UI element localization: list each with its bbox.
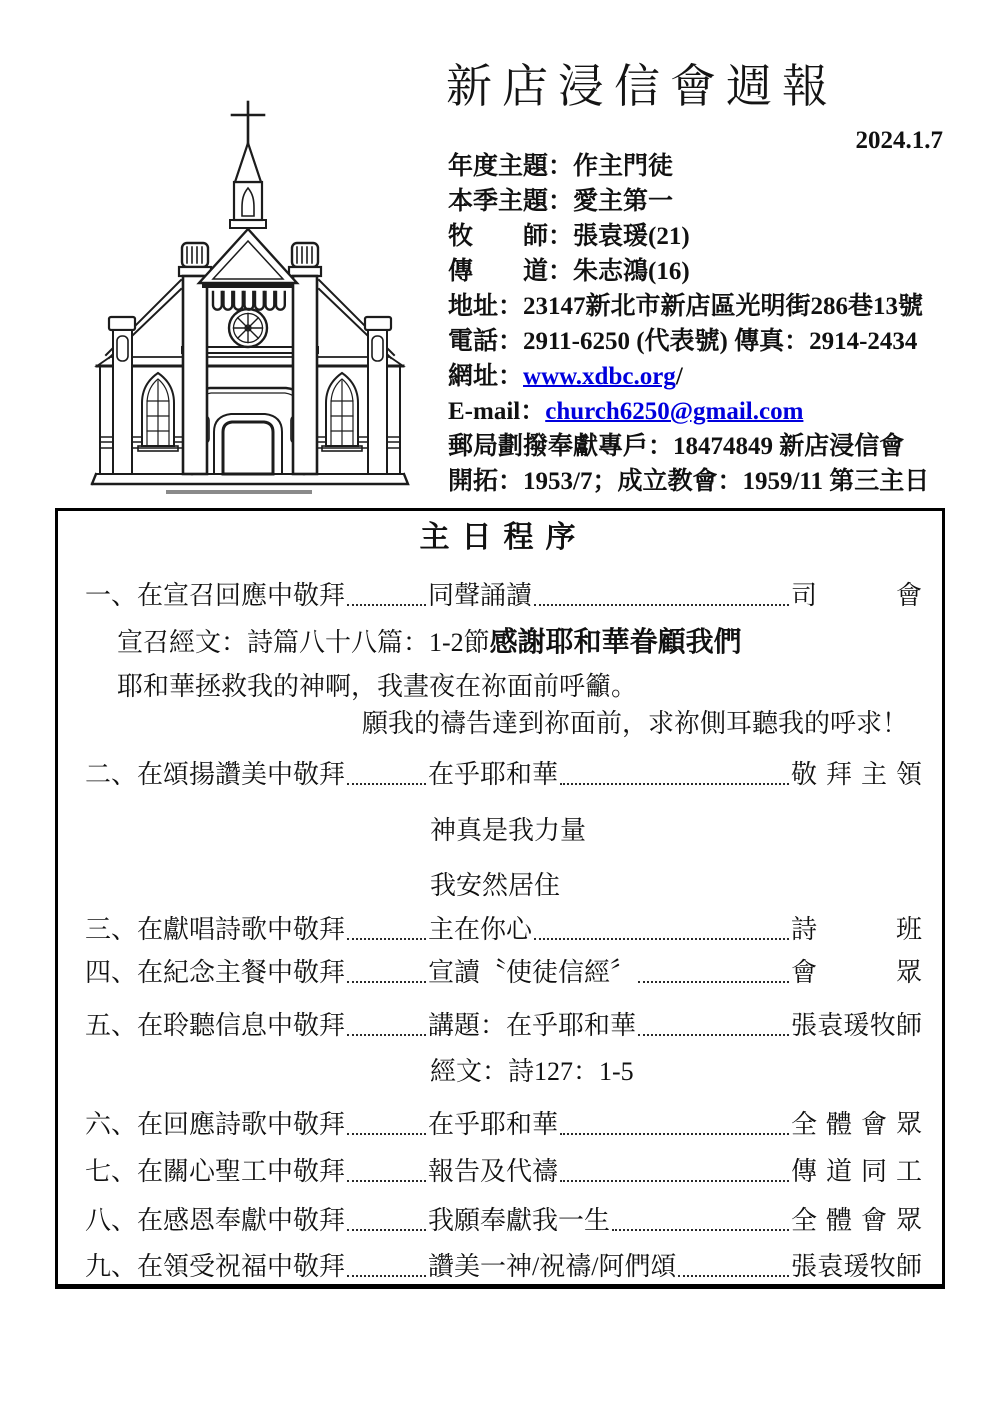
info-line-postal-account: 郵局劃撥奉獻專戶：18474849 新店浸信會 <box>448 433 905 460</box>
program-item-leader: 全體會眾 <box>791 1110 922 1139</box>
program-item-content: 報告及代禱 <box>428 1157 559 1186</box>
church-info-block <box>448 149 953 499</box>
program-item-leader: 全體會眾 <box>791 1206 922 1235</box>
program-item-title: 四、在紀念主餐中敬拜 <box>85 958 346 987</box>
program-row-8 <box>85 1204 922 1238</box>
program-row-4 <box>85 956 922 990</box>
program-row-9 <box>85 1250 922 1284</box>
program-item-content: 宣讀〝使徒信經〞 <box>428 958 637 987</box>
call-scripture-prefix: 宣召經文：詩篇八十八篇：1-2節 <box>117 628 490 657</box>
info-line-season-theme: 本季主題：愛主第一 <box>448 188 674 215</box>
email-link[interactable]: church6250@gmail.com <box>545 398 804 425</box>
page-title: 新店浸信會週報 <box>446 61 838 112</box>
program-item-content: 同聲誦讀 <box>428 581 533 610</box>
program-item-title: 一、在宣召回應中敬拜 <box>85 581 346 610</box>
dotted-leader <box>638 981 789 983</box>
program-item-content: 講題：在乎耶和華 <box>428 1011 637 1040</box>
dotted-leader <box>560 783 789 785</box>
dotted-leader <box>347 1180 426 1182</box>
call-scripture-emphasis: 感謝耶和華眷顧我們 <box>489 627 742 658</box>
dotted-leader <box>347 1229 426 1231</box>
dotted-leader <box>534 604 789 606</box>
program-item-leader: 張袁瑗牧師 <box>791 1011 922 1040</box>
dotted-leader <box>347 604 426 606</box>
dotted-leader <box>534 938 789 940</box>
program-item-leader: 張袁瑗牧師 <box>791 1252 922 1281</box>
info-line-email <box>448 394 953 429</box>
praise-song-line-1: 神真是我力量 <box>430 816 587 845</box>
dotted-leader <box>347 938 426 940</box>
program-row-1 <box>85 579 922 613</box>
program-item-content: 我願奉獻我一生 <box>428 1206 611 1235</box>
program-item-title: 九、在領受祝福中敬拜 <box>85 1252 346 1281</box>
church-line-art-svg <box>82 96 418 504</box>
program-item-title: 六、在回應詩歌中敬拜 <box>85 1110 346 1139</box>
dotted-leader <box>560 1133 789 1135</box>
dotted-leader <box>347 1133 426 1135</box>
dotted-leader <box>678 1275 789 1277</box>
program-item-leader: 敬拜主領 <box>791 760 922 789</box>
dotted-leader <box>347 1034 426 1036</box>
sunday-program-box <box>55 508 945 1289</box>
program-item-content: 在乎耶和華 <box>428 760 559 789</box>
program-item-leader: 司會 <box>791 581 922 610</box>
program-item-content: 主在你心 <box>428 915 533 944</box>
program-item-title: 二、在頌揚讚美中敬拜 <box>85 760 346 789</box>
call-scripture-line <box>117 624 922 662</box>
info-line-minister: 傳 道：朱志鴻(16) <box>448 258 690 285</box>
info-line-founded: 開拓：1953/7；成立教會：1959/11 第三主日 <box>448 468 930 495</box>
info-line-pastor: 牧 師：張袁瑗(21) <box>448 223 690 250</box>
dotted-leader <box>638 1034 789 1036</box>
dotted-leader <box>347 981 426 983</box>
program-item-title: 七、在關心聖工中敬拜 <box>85 1157 346 1186</box>
program-row-7 <box>85 1155 922 1189</box>
program-item-title: 八、在感恩奉獻中敬拜 <box>85 1206 346 1235</box>
program-row-3 <box>85 913 922 947</box>
program-item-leader: 詩班 <box>791 915 922 944</box>
website-label: 網址： <box>448 363 524 390</box>
program-item-leader: 會眾 <box>791 958 922 987</box>
program-item-title: 三、在獻唱詩歌中敬拜 <box>85 915 346 944</box>
info-line-address: 地址：23147新北市新店區光明街286巷13號 <box>448 293 924 320</box>
program-item-title: 五、在聆聽信息中敬拜 <box>85 1011 346 1040</box>
dotted-leader <box>560 1180 789 1182</box>
program-row-5 <box>85 1009 922 1043</box>
info-line-website <box>448 359 953 394</box>
program-item-content: 在乎耶和華 <box>428 1110 559 1139</box>
dotted-leader <box>347 1275 426 1277</box>
dotted-leader <box>347 783 426 785</box>
issue-date: 2024.1.7 <box>855 127 943 154</box>
sermon-scripture-line: 經文：詩127：1-5 <box>430 1057 634 1086</box>
program-title: 主日程序 <box>419 521 588 554</box>
program-row-2 <box>85 758 922 792</box>
praise-song-line-2: 我安然居住 <box>430 871 561 900</box>
call-scripture-verse-1: 耶和華拯救我的神啊，我晝夜在祢面前呼籲。 <box>117 672 638 701</box>
call-scripture-verse-2: 願我的禱告達到祢面前，求祢側耳聽我的呼求！ <box>362 709 909 738</box>
website-link[interactable]: www.xdbc.org <box>523 363 676 390</box>
email-label: E-mail： <box>448 398 546 425</box>
program-row-6 <box>85 1108 922 1142</box>
info-line-annual-theme: 年度主題：作主門徒 <box>448 153 674 180</box>
program-item-leader: 傳道同工 <box>791 1157 922 1186</box>
info-line-phone-fax: 電話：2911-6250 (代表號) 傳真：2914-2434 <box>448 328 918 355</box>
website-suffix: / <box>675 363 683 390</box>
church-illustration <box>82 96 418 504</box>
dotted-leader <box>612 1229 789 1231</box>
program-item-content: 讚美一神/祝禱/阿們頌 <box>428 1252 677 1281</box>
